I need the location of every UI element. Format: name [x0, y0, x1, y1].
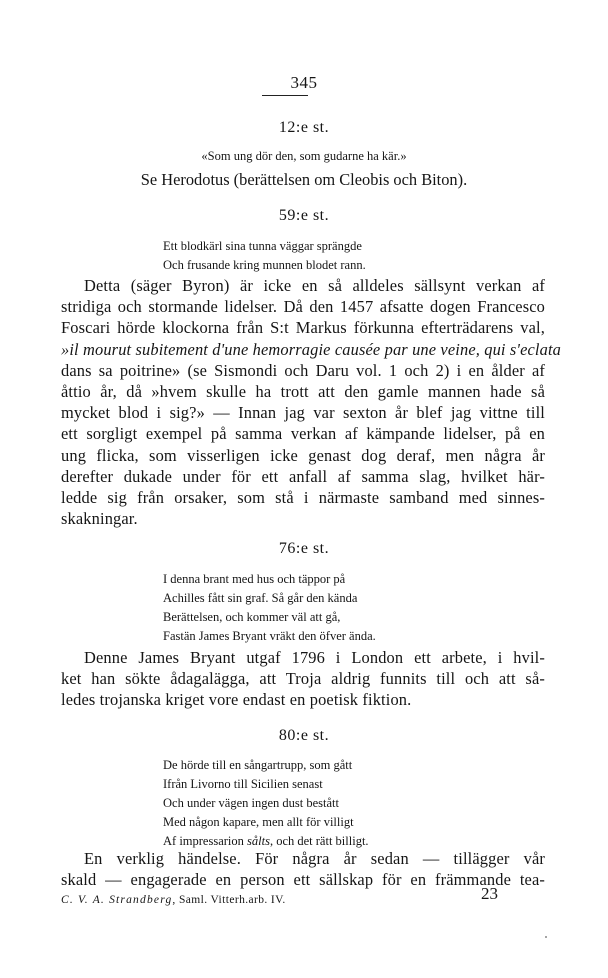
section-heading-59: 59:e st.	[278, 207, 330, 224]
verse-line: I denna brant med hus och täppor på	[163, 572, 346, 586]
prose-line: mycket blod i sig?» — Innan jag var sexton år blef jag vittne till	[61, 403, 545, 423]
page-number-rule	[262, 95, 308, 96]
verse-line: Med någon kapare, men allt för villigt	[163, 815, 354, 829]
verse-text: , och det rätt billigt.	[269, 834, 369, 848]
prose-line: Se Herodotus (berättelsen om Cleobis och Biton).	[140, 170, 468, 189]
footer-collection: , Saml. Vitterh.arb. IV.	[172, 894, 286, 906]
verse-line: Berättelsen, och kommer väl att gå,	[163, 610, 341, 624]
prose-line: ledde sig från orsaker, som stå i närmaste samband med sinnes-	[61, 488, 545, 508]
commentary-paragraph-80	[61, 848, 545, 890]
page-number: 345	[290, 73, 318, 92]
prose-line: åttio år, då »hvem skulle ha trott att den gamle mannen hade så	[61, 382, 545, 402]
prose-line: ett sorgligt exempel på samma verkan af kämpande lidelser, på en	[61, 424, 545, 444]
prose-line: »il mourut subitement d'une hemorragie causée par une veine, qui s'eclata	[61, 339, 562, 359]
prose-line: ket han sökte ådagalägga, att Troja aldrig funnits till och att så-	[61, 669, 545, 689]
verse-line: Achilles fått sin graf. Så går den kända	[163, 591, 358, 605]
verse-stanza-76	[163, 570, 376, 646]
prose-line: skald — engagerade en person ett sällskap för en främmande tea-	[61, 870, 545, 890]
verse-line: «Som ung dör den, som gudarne ha kär.»	[201, 149, 407, 163]
prose-line: Denne James Bryant utgaf 1796 i London ett arbete, i hvil-	[84, 648, 545, 667]
verse-stanza-59	[163, 237, 366, 275]
verse-line: Ifrån Livorno till Sicilien senast	[163, 777, 323, 791]
footer-author: C. V. A. Strandberg	[61, 894, 173, 906]
verse-emphasis: sålts	[247, 834, 270, 848]
verse-stanza-80	[163, 756, 369, 851]
section-heading-76: 76:e st.	[278, 540, 330, 557]
verse-line: Fastän James Bryant vräkt den öfver ända.	[163, 629, 376, 643]
prose-line: derefter dukade under för ett anfall af samma slag, hvilket här-	[61, 466, 545, 486]
verse-line: Och under vägen ingen dust bestått	[163, 796, 339, 810]
prose-line: stridiga och stormande lidelser. Då den 1457 afsatte dogen Francesco	[61, 297, 545, 317]
signature-line	[61, 894, 286, 906]
prose-line: ung flicka, som visserligen icke genast dog deraf, men några år	[61, 445, 545, 465]
prose-line: ledes trojanska kriget vore endast en poetisk fiktion.	[61, 690, 412, 710]
prose-line: dans sa poitrine» (se Sismondi och Daru vol. 1 och 2) i en ålder af	[61, 360, 545, 380]
signature-mark: 23	[481, 884, 498, 903]
section-heading-12: 12:e st.	[278, 119, 330, 136]
commentary-paragraph-59	[61, 275, 562, 529]
prose-line: Detta (säger Byron) är icke en så alldeles sällsynt verkan af	[84, 276, 545, 295]
verse-line: De hörde till en sångartrupp, som gått	[163, 758, 353, 772]
section-heading-80: 80:e st.	[278, 727, 330, 744]
verse-text: Af impressarion	[163, 834, 248, 848]
prose-line: Foscari hörde klockorna från S:t Markus förkunna efterträdarens val,	[61, 318, 545, 338]
verse-line: Ett blodkärl sina tunna väggar sprängde	[163, 239, 362, 253]
page-speck	[545, 936, 547, 938]
prose-line: En verklig händelse. För några år sedan — tillägger vår	[84, 849, 545, 868]
commentary-paragraph-76	[61, 647, 545, 711]
verse-line: Och frusande kring munnen blodet rann.	[163, 258, 366, 272]
prose-line: skakningar.	[61, 509, 138, 529]
